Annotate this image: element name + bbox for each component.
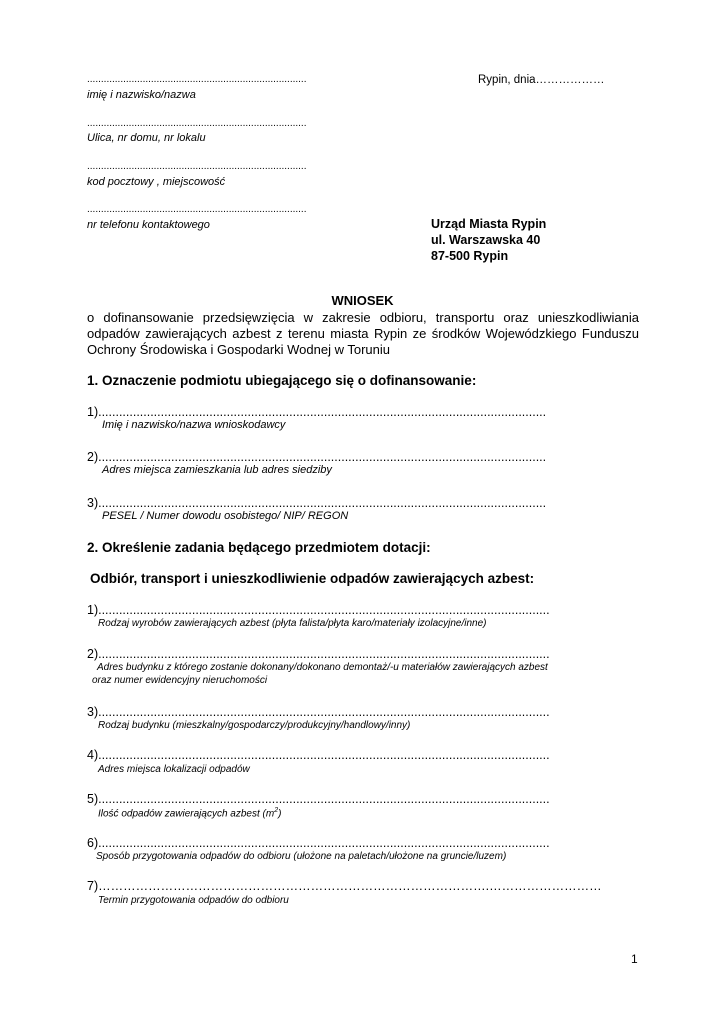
s2-field-2-caption: Adres budynku z którego zostanie dokonany/dokonano demontaż/-u materiałów zawierających azbest: [97, 662, 548, 673]
s2-field-7-line[interactable]: 7)………………………………………………………………………………….………………………: [87, 879, 602, 893]
applicant-name-line[interactable]: ...............................................................................: [87, 74, 307, 85]
s2-field-3-line[interactable]: 3)..................................................................................................................................: [87, 705, 550, 719]
s2-field-5-caption-end: ): [278, 808, 282, 820]
section1-heading: 1. Oznaczenie podmiotu ubiegającego się o dofinansowanie:: [87, 373, 477, 388]
s2-field-2-caption-2: oraz numer ewidencyjny nieruchomości: [92, 675, 268, 686]
place-date[interactable]: Rypin, dnia………………: [478, 74, 605, 86]
s1-field-3-line[interactable]: 3).................................................................................................................................: [87, 496, 547, 510]
s2-field-4-caption: Adres miejsca lokalizacji odpadów: [98, 764, 250, 775]
s1-field-3-caption: PESEL / Numer dowodu osobistego/ NIP/ REGON: [102, 510, 349, 522]
street-line[interactable]: ...............................................................................: [87, 118, 307, 129]
recipient-line-3: 87-500 Rypin: [431, 249, 509, 263]
postal-label: kod pocztowy , miejscowość: [87, 176, 226, 188]
s2-field-6-line[interactable]: 6)..................................................................................................................................: [87, 836, 550, 850]
s2-field-3-caption: Rodzaj budynku (mieszkalny/gospodarczy/produkcyjny/handlowy/inny): [98, 720, 411, 731]
s1-field-1-line[interactable]: 1).................................................................................................................................: [87, 405, 547, 419]
s2-field-4-line[interactable]: 4)..................................................................................................................................: [87, 748, 550, 762]
s1-field-1-caption: Imię i nazwisko/nazwa wnioskodawcy: [102, 419, 286, 431]
s2-field-7-caption: Termin przygotowania odpadów do odbioru: [98, 895, 289, 906]
document-title: WNIOSEK: [331, 293, 394, 308]
phone-label: nr telefonu kontaktowego: [87, 219, 210, 231]
phone-line[interactable]: ...............................................................................: [87, 204, 307, 215]
s2-field-1-caption: Rodzaj wyrobów zawierających azbest (płyta falista/płyta karo/materiały izolacyjne/inne): [98, 618, 487, 629]
section2-heading: 2. Określenie zadania będącego przedmiotem dotacji:: [87, 540, 431, 555]
s2-field-5-caption-text: Ilość odpadów zawierających azbest (m: [98, 808, 275, 820]
s2-field-6-caption: Sposób przygotowania odpadów do odbioru (ułożone na paletach/ułożone na gruncie/luzem): [96, 851, 507, 862]
s2-field-5-caption-sup: 2: [274, 807, 279, 814]
page-number: 1: [631, 952, 638, 966]
s1-field-2-caption: Adres miejsca zamieszkania lub adres siedziby: [102, 464, 332, 476]
recipient-line-2: ul. Warszawska 40: [431, 233, 541, 247]
s1-field-2-line[interactable]: 2).................................................................................................................................: [87, 450, 547, 464]
street-label: Ulica, nr domu, nr lokalu: [87, 132, 206, 144]
s2-field-5-line[interactable]: 5)..................................................................................................................................: [87, 792, 550, 806]
document-intro: o dofinansowanie przedsięwzięcia w zakresie odbioru, transportu oraz unieszkodliwiania odpadów zawierających azbest z terenu miasta Rypin ze środków Wojewódzkiego Funduszu Ochrony Środowiska i Gospodarki Wodnej w Toruniu: [87, 310, 639, 357]
recipient-line-1: Urząd Miasta Rypin: [431, 217, 547, 231]
postal-line[interactable]: ...............................................................................: [87, 161, 307, 172]
s2-field-5-caption: [98, 807, 281, 819]
applicant-name-label: imię i nazwisko/nazwa: [87, 89, 196, 101]
section2-subheading: Odbiór, transport i unieszkodliwienie odpadów zawierających azbest:: [90, 571, 535, 586]
s2-field-1-line[interactable]: 1)..................................................................................................................................: [87, 603, 550, 617]
s2-field-2-line[interactable]: 2)..................................................................................................................................: [87, 647, 550, 661]
